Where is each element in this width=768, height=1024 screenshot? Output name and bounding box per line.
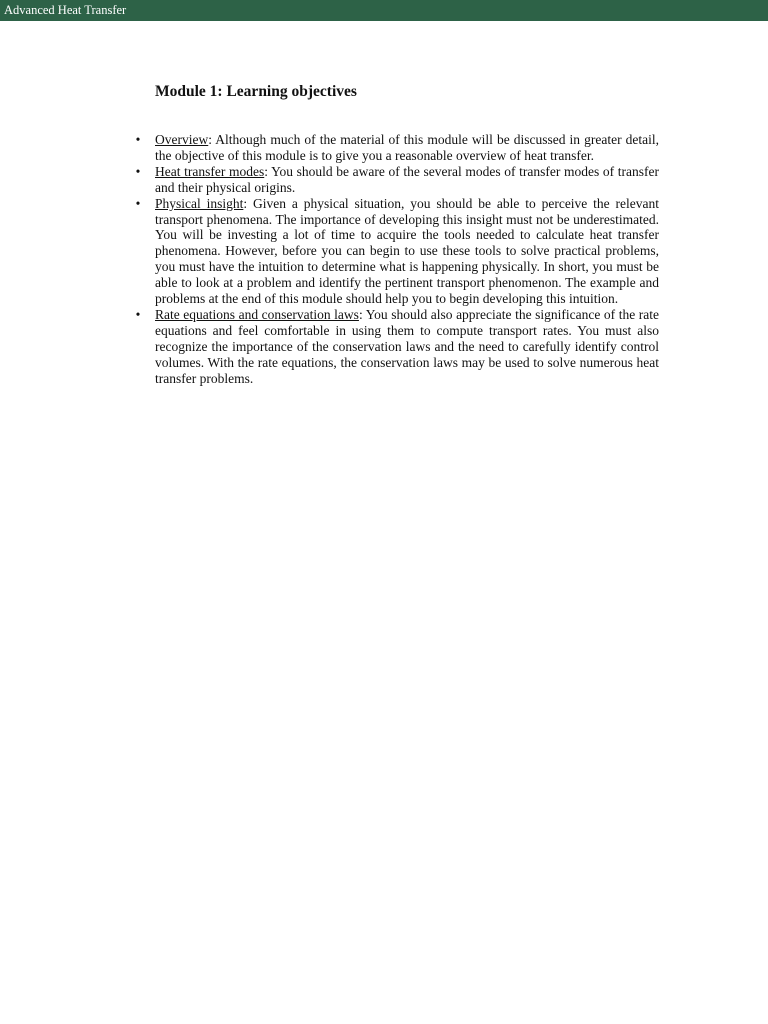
objective-text: : Although much of the material of this module will be discussed in greater detail, the objective of this module is to give you a reasonable overview of heat transfer. <box>155 132 659 163</box>
bullet-icon: • <box>135 195 141 211</box>
objective-overview <box>135 132 659 164</box>
bullet-icon: • <box>135 306 141 322</box>
document-header-bar <box>0 0 768 21</box>
objective-term: Overview <box>155 132 209 147</box>
objective-term: Physical insight <box>155 195 244 211</box>
objective-term: Heat transfer modes <box>155 163 265 179</box>
objective-text: : You should also appreciate the significance of the rate equations and feel comfortable in using them to compute transport rates. You must also recognize the importance of the conservation laws and the need to carefully identify control volumes. With the rate equations, the conservation laws may be used to solve numerous heat transfer problems. <box>155 306 659 386</box>
bullet-icon: • <box>135 132 141 147</box>
learning-objectives-list <box>135 132 659 387</box>
objective-text: : Given a physical situation, you should be able to perceive the relevant transport phenomena. The importance of developing this insight must not be underestimated. You will be investing a lot of time to acquire the tools needed to calculate heat transfer phenomena. However, before you can begin to use these tools to solve practical problems, you must have the intuition to determine what is happening physically. In short, you must be able to look at a problem and identify the pertinent transport phenomenon. The example and problems at the end of this module should help you to begin developing this intuition. <box>155 195 659 307</box>
objective-heat-transfer-modes <box>135 163 659 196</box>
objective-term: Rate equations and conservation laws <box>155 306 359 322</box>
objective-physical-insight <box>135 195 659 307</box>
module-title: Module 1: Learning objectives <box>155 83 357 100</box>
document-header-title: Advanced Heat Transfer <box>4 3 127 17</box>
objective-rate-equations <box>135 306 659 387</box>
bullet-icon: • <box>135 163 141 179</box>
objective-text: : You should be aware of the several modes of transfer modes of transfer and their physical origins. <box>155 163 659 195</box>
